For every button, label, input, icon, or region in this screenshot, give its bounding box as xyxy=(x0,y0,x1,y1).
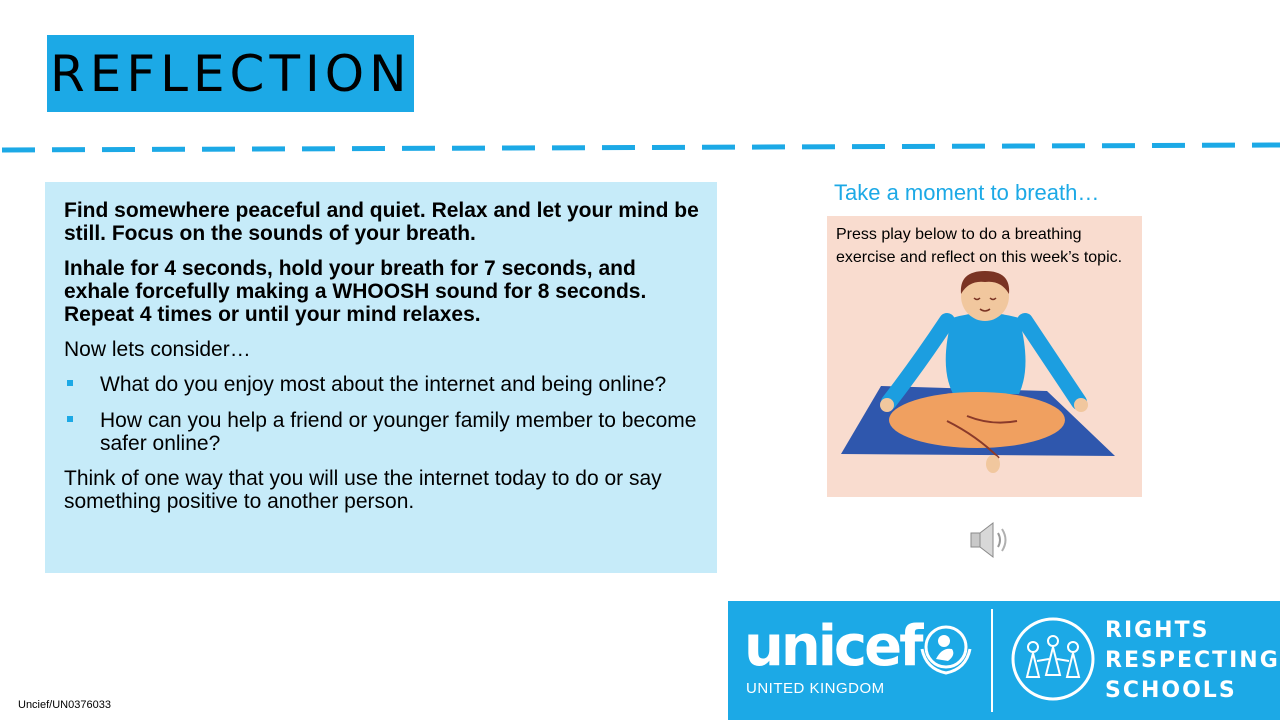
children-circle-icon xyxy=(1009,615,1097,703)
slide-title: REFLECTION xyxy=(50,45,412,103)
unicef-wordmark: unicef xyxy=(744,614,921,679)
unicef-rrs-logo-banner xyxy=(728,601,1280,720)
photo-credit: Uncief/UN0376033 xyxy=(18,699,111,711)
square-bullet-icon xyxy=(67,380,73,386)
square-bullet-icon xyxy=(67,416,73,422)
closing-paragraph: Think of one way that you will use the internet today to do or say something positive to another person. xyxy=(64,467,662,513)
list-item xyxy=(64,409,703,455)
title-box xyxy=(47,35,414,112)
rrs-line-3: SCHOOLS xyxy=(1105,678,1237,703)
instruction-paragraph-2: Inhale for 4 seconds, hold your breath for 7 seconds, and exhale forcefully making a WHOOSH sound for 8 seconds. Repeat 4 times or until your mind relaxes. xyxy=(64,257,647,326)
list-item xyxy=(64,373,703,396)
breathing-heading: Take a moment to breath… xyxy=(834,180,1100,205)
dashed-divider xyxy=(0,140,1280,160)
lead-in-text: Now lets consider… xyxy=(64,338,251,361)
question-text: How can you help a friend or younger family member to become safer online? xyxy=(100,409,697,455)
question-text: What do you enjoy most about the internet and being online? xyxy=(100,373,667,396)
unicef-subtitle: UNITED KINGDOM xyxy=(746,680,885,697)
logo-divider xyxy=(991,609,993,712)
breathing-instruction: Press play below to do a breathing exercise and reflect on this week’s topic. xyxy=(836,226,1123,266)
question-list xyxy=(64,373,703,455)
rrs-line-2: RESPECTING xyxy=(1105,648,1280,673)
rrs-line-1: RIGHTS xyxy=(1105,618,1210,643)
meditation-illustration xyxy=(827,216,1142,497)
speaker-icon[interactable] xyxy=(969,520,1011,560)
unicef-emblem-icon xyxy=(918,619,974,675)
reflection-info-box xyxy=(45,182,717,573)
instruction-paragraph-1: Find somewhere peaceful and quiet. Relax and let your mind be still. Focus on the sounds of your breath. xyxy=(64,199,699,245)
